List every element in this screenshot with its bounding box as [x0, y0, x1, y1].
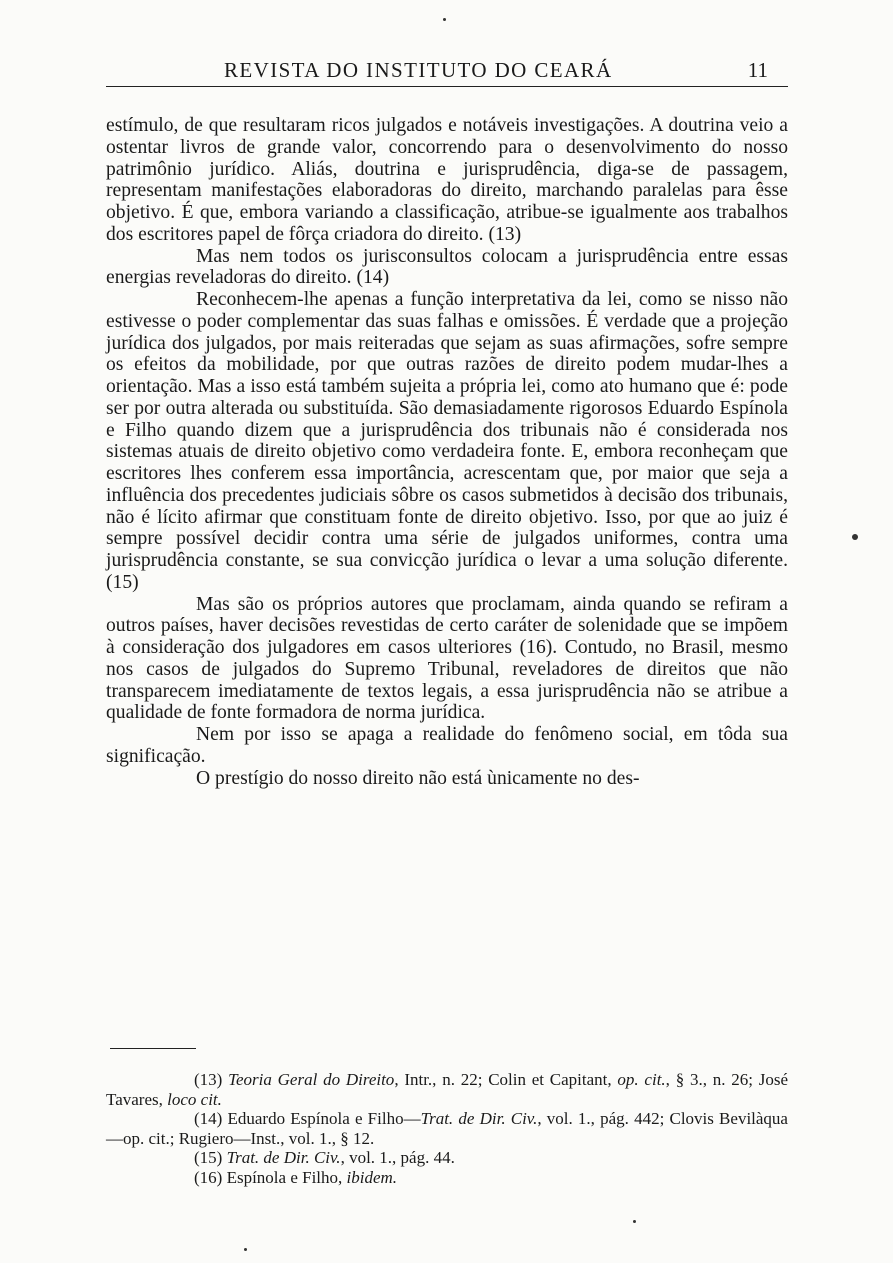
paragraph: estímulo, de que resultaram ricos julgados e notáveis investigações. A doutrina veio a ostentar livros de grande valor, concorrendo para o desenvolvimento do nosso patrimônio jurídico. Aliás, doutrina e jurisprudência, diga-se de passagem, representam manifestações elaboradoras do direito, marchando paralelas para êsse objetivo. É que, embora variando a classificação, atribue-se igualmente aos trabalhos dos escritores papel de fôrça criadora do direito. (13)	[106, 115, 788, 245]
footnote-16	[106, 1168, 788, 1188]
paragraph: Nem por isso se apaga a realidade do fenômeno social, em tôda sua significação.	[106, 724, 788, 767]
print-speck	[244, 1248, 247, 1251]
footnote-13	[106, 1070, 788, 1109]
print-speck	[633, 1220, 636, 1223]
citation-text: , vol. 1., pág. 44.	[340, 1148, 455, 1167]
page-number: 11	[747, 58, 768, 82]
paragraph: Mas nem todos os jurisconsultos colocam a jurisprudência entre essas energias reveladoras do direito. (14)	[106, 245, 788, 289]
cited-title: Trat. de Dir. Civ.	[226, 1148, 341, 1167]
footnote-15	[106, 1148, 788, 1168]
footnote-number: (15)	[194, 1148, 223, 1167]
paragraph: Reconhecem-lhe apenas a função interpretativa da lei, como se nisso não estivesse o poder complementar das suas falhas e omissões. É verdade que a projeção jurídica dos julgados, por mais reiteradas que sejam as suas afirmações, sofre sempre os efeitos da mobilidade, por que outras razões de direito podem mudar-lhes a orientação. Mas a isso está também sujeita a própria lei, como ato humano que é: pode ser por outra alterada ou substituída. São demasiadamente rigorosos Eduardo Espínola e Filho quando dizem que a jurisprudência dos tribunais não é considerada nos sistemas atuais de direito objetivo como verdadeira fonte. E, embora reconheçam que escritores lhes conferem essa importância, acrescentam que, por maior que seja a influência dos precedentes judiciais sôbre os casos submetidos à decisão dos tribunais, não é lícito afirmar que constituam fonte de direito objetivo. Isso, por que ao juiz é sempre possível decidir contra uma série de julgados uniformes, contra uma jurisprudência constante, se sua convicção jurídica o levar a uma solução diferente. (15)	[106, 289, 788, 593]
citation-abbrev: ibidem.	[346, 1167, 398, 1187]
citation-text: (14) Eduardo Espínola e Filho—	[194, 1109, 421, 1128]
citation-text: , vol. 1., pág. 442; Clovis Bevilàqua—op. cit.; Rugiero—Inst., vol. 1., § 12.	[106, 1109, 788, 1148]
body-text	[106, 115, 788, 789]
cited-title: Teoria Geral do Direito	[228, 1070, 395, 1089]
citation-text: , § 3., n. 26; José Tavares,	[106, 1070, 788, 1109]
footnote-14	[106, 1109, 788, 1148]
paragraph: O prestígio do nosso direito não está ùnicamente no des-	[196, 767, 640, 789]
print-speck	[852, 534, 858, 540]
journal-title: REVISTA DO INSTITUTO DO CEARÁ	[224, 58, 613, 82]
footnote-separator	[110, 1048, 196, 1049]
paragraph: Mas são os próprios autores que proclamam, ainda quando se refiram a outros países, haver decisões revestidas de certo caráter de solenidade que se impõem à consideração dos julgadores em casos ulteriores (16). Contudo, no Brasil, mesmo nos casos de julgados do Supremo Tribunal, reveladores de direitos que não transparecem imediatamente de textos legais, a essa jurisprudência não se atribue a qualidade de fonte formadora de norma jurídica.	[106, 593, 788, 724]
running-header	[106, 58, 788, 87]
footnotes	[106, 1070, 788, 1187]
citation-abbrev: op. cit.	[617, 1070, 666, 1089]
cited-title: Trat. de Dir. Civ.	[420, 1109, 538, 1128]
footnote-number: (13)	[194, 1070, 223, 1089]
citation-text: , Intr., n. 22; Colin et Capitant,	[394, 1070, 612, 1089]
citation-abbrev: loco cit.	[167, 1089, 222, 1109]
print-speck	[443, 18, 446, 21]
citation-text: (16) Espínola e Filho,	[194, 1167, 343, 1187]
